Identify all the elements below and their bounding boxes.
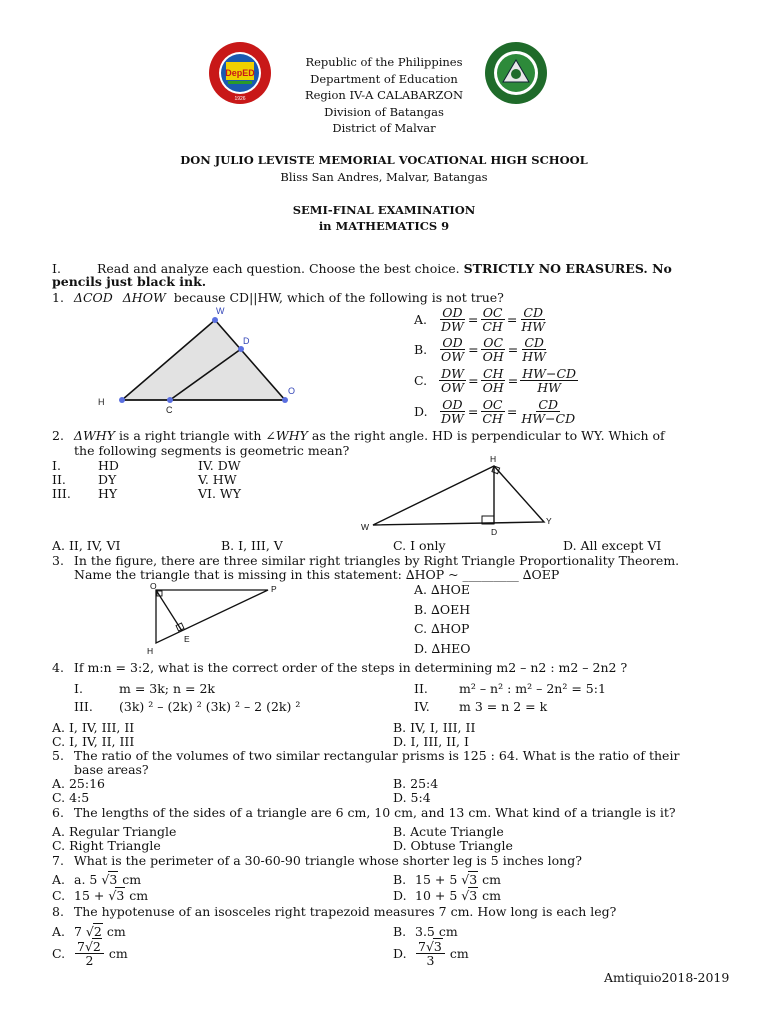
question-2-choice-b[interactable]: B. I, III, V: [221, 538, 283, 553]
instructions-number: I.: [52, 261, 61, 276]
question-2-choice-d[interactable]: D. All except VI: [563, 538, 662, 553]
question-6-choice-b[interactable]: B. Acute Triangle: [393, 824, 504, 839]
triangle-cod: ΔCOD: [73, 290, 113, 305]
equals-sign: =: [467, 312, 479, 327]
fraction: [439, 306, 466, 333]
question-2-choice-a[interactable]: A. II, IV, VI: [52, 538, 121, 553]
question-7-choice-d[interactable]: D. 10 + 5 √3 cm: [393, 888, 502, 903]
question-5-line-1: [52, 748, 679, 763]
question-5-choice-c[interactable]: C. 4:5: [52, 790, 90, 805]
question-1-option-d[interactable]: D. $\frac{OD}{DW}$ = $\frac{OC}{CH}$ = $\frac{CD}{HW-CD}$: [414, 397, 576, 426]
question-2-choice-c[interactable]: C. I only: [393, 538, 446, 553]
question-1-option-b[interactable]: B. $\frac{OD}{OW}$ = $\frac{OC}{OH}$ = $\frac{CD}{HW}$: [414, 335, 546, 364]
question-6-stem: [52, 805, 676, 820]
header-division: Division of Batangas: [324, 104, 444, 119]
numerator: OC: [483, 335, 504, 350]
label-o: O: [288, 386, 296, 396]
label-d: D: [243, 336, 250, 346]
fraction: [439, 398, 466, 425]
numerator: DW: [441, 366, 464, 381]
numerator: OC: [482, 305, 503, 320]
question-5-number: 5.: [52, 748, 64, 763]
header-region: Region IV-A CALABARZON: [304, 88, 464, 102]
numerator: OD: [442, 305, 463, 320]
svg-text:DepED: DepED: [225, 68, 255, 78]
label-c: C: [166, 405, 173, 415]
angle-why: ∠WHY: [265, 428, 308, 443]
school-name: DON JULIO LEVISTE MEMORIAL VOCATIONAL HIGH SCHOOL: [180, 153, 588, 167]
point-h: [119, 397, 125, 403]
question-3-line-2: Name the triangle that is missing in this statement: ∆HOP ~ _________ ∆OEP: [74, 567, 560, 582]
question-8-choice-b[interactable]: B. 3.5 cm: [393, 924, 458, 939]
equals-sign: =: [507, 373, 519, 388]
question-5-text: The ratio of the volumes of two similar rectangular prisms is 125 : 64. What is the ratio of their: [73, 748, 680, 763]
label-y2: Y: [546, 516, 552, 526]
label-w: W: [216, 306, 225, 316]
question-5-choice-d[interactable]: D. 5:4: [393, 790, 431, 805]
fraction: [481, 367, 506, 394]
question-4-step-3: III. (3k) ² – (2k) ² (3k) ² – 2 (2k) ²: [74, 699, 301, 714]
denominator: OH: [482, 349, 504, 364]
question-4-text: If m:n = 3:2, what is the correct order of the steps in determining m2 – n2 : m2 – 2n2 ?: [73, 660, 628, 675]
equals-sign: =: [468, 373, 479, 388]
question-4-step-2: II. m² – n² : m² – 2n² = 5:1: [414, 681, 606, 696]
equals-sign: =: [467, 404, 479, 419]
question-8-choice-d[interactable]: D. $\frac{7√3}{3}$ cm: [393, 939, 469, 968]
header-department: Department of Education: [310, 71, 458, 86]
denominator: HW: [522, 349, 546, 364]
label-d2: D: [491, 527, 498, 537]
question-1-option-c[interactable]: C. $\frac{DW}{OW}$ = $\frac{CH}{OH}$ = $\frac{HW-CD}{HW}$: [414, 366, 577, 395]
header-republic: Republic of the Philippines: [305, 55, 463, 69]
question-2-item-3: III. HY VI. WY: [52, 486, 242, 501]
question-1-number: 1.: [52, 290, 64, 305]
label-o3: O: [150, 581, 157, 591]
question-2-item-1: I. HD IV. DW: [52, 458, 241, 473]
fraction: [520, 367, 578, 394]
header-district: District of Malvar: [332, 121, 436, 135]
question-3-option-a[interactable]: A. ∆HOE: [414, 582, 470, 597]
label-h3: H: [147, 646, 154, 656]
equals-sign: =: [468, 342, 479, 357]
question-3-option-d[interactable]: D. ∆HEO: [414, 641, 471, 656]
equals-sign: =: [506, 404, 518, 419]
question-2-text-b: as the right angle. HD is perpendicular to WY. Which of: [311, 428, 665, 443]
question-2-line-1: [52, 428, 665, 443]
question-7-text: What is the perimeter of a 30-60-90 triangle whose shorter leg is 5 inches long?: [73, 853, 582, 868]
question-3-figure: [140, 580, 290, 656]
numerator: CD: [524, 335, 544, 350]
question-6-choice-d[interactable]: D. Obtuse Triangle: [393, 838, 513, 853]
equals-sign: =: [506, 312, 518, 327]
equals-sign: =: [507, 342, 519, 357]
question-7-choice-c[interactable]: C. 15 + √3 cm: [52, 888, 149, 903]
question-6-choice-c[interactable]: C. Right Triangle: [52, 838, 161, 853]
question-6-choice-a[interactable]: A. Regular Triangle: [52, 824, 177, 839]
numerator: OD: [442, 397, 463, 412]
label-e3: E: [184, 634, 190, 644]
question-7-choice-b[interactable]: B. 15 + 5 √3 cm: [393, 872, 502, 887]
instructions-plain: Read and analyze each question. Choose the best choice.: [97, 261, 460, 276]
question-3-option-c[interactable]: C. ∆HOP: [414, 621, 470, 636]
question-3-line-1: [52, 553, 679, 568]
fraction: $\frac{7√2}{2}$: [75, 940, 104, 967]
fraction: [480, 306, 504, 333]
question-5-choice-b[interactable]: B. 25:4: [393, 776, 439, 791]
question-7-choice-a[interactable]: A. a. 5 √3 cm: [52, 872, 142, 887]
label-h2: H: [490, 454, 497, 464]
question-4-choice-b[interactable]: B. IV, I, III, II: [393, 720, 476, 735]
question-3-text: In the figure, there are three similar right triangles by Right Triangle Proportionality Theorem.: [73, 553, 680, 568]
question-2-item-2: II. DY V. HW: [52, 472, 237, 487]
question-3-option-b[interactable]: B. ∆OEH: [414, 602, 471, 617]
denominator: CH: [482, 411, 503, 426]
question-2-figure: [355, 452, 560, 538]
question-4-number: 4.: [52, 660, 64, 675]
label-h: H: [98, 397, 105, 407]
question-8-choice-c[interactable]: C. $\frac{7√2}{2}$ cm: [52, 939, 128, 968]
denominator: DW: [441, 319, 464, 334]
instructions-bold-2: pencils just black ink.: [52, 274, 207, 289]
fraction: [439, 336, 466, 363]
fraction: [439, 367, 466, 394]
header-lines: [0, 54, 768, 137]
denominator: CH: [482, 319, 503, 334]
question-8-stem: [52, 904, 616, 919]
question-4-choice-c[interactable]: C. I, IV, II, III: [52, 734, 135, 749]
exam-title: SEMI-FINAL EXAMINATION: [292, 203, 476, 217]
question-3-number: 3.: [52, 553, 64, 568]
question-5-choice-a[interactable]: A. 25:16: [52, 776, 105, 791]
footer-credit: Amtiquio2018-2019: [604, 970, 730, 985]
denominator: OW: [441, 380, 465, 395]
triangle-why: ΔWHY: [73, 428, 115, 443]
exam-subject: in MATHEMATICS 9: [318, 219, 450, 233]
question-7-stem: [52, 853, 582, 868]
question-8-text: The hypotenuse of an isosceles right trapezoid measures 7 cm. How long is each leg?: [73, 904, 617, 919]
question-8-choice-a[interactable]: A. 7 √2 cm: [52, 924, 126, 939]
question-4-step-4: IV. m 3 = n 2 = k: [414, 699, 548, 714]
question-2-text-a: is a right triangle with: [118, 428, 262, 443]
question-1-figure: [92, 302, 302, 418]
fraction: [519, 306, 547, 333]
numerator: CD: [538, 397, 559, 412]
triangle-how: ΔHOW: [122, 290, 166, 305]
denominator: HW: [521, 319, 546, 334]
question-1-text: because CD||HW, which of the following is not true?: [173, 290, 504, 305]
numerator: HW−CD: [522, 366, 577, 381]
question-8-number: 8.: [52, 904, 64, 919]
school-address: Bliss San Andres, Malvar, Batangas: [280, 170, 488, 184]
label-p3: P: [271, 584, 277, 594]
denominator: OH: [482, 380, 504, 395]
deped-logo-year: 1926: [234, 96, 246, 102]
question-7-number: 7.: [52, 853, 64, 868]
point-c: [167, 397, 173, 403]
fraction: $\frac{7√3}{3}$: [416, 940, 445, 967]
fraction: [481, 336, 506, 363]
question-4-choice-a[interactable]: A. I, IV, III, II: [52, 720, 135, 735]
fraction: [519, 398, 577, 425]
question-6-text: The lengths of the sides of a triangle are 6 cm, 10 cm, and 13 cm. What kind of a triangle is it?: [73, 805, 676, 820]
question-4-step-1: I. m = 3k; n = 2k: [74, 681, 215, 696]
question-2-number: 2.: [52, 428, 64, 443]
denominator: HW−CD: [521, 411, 576, 426]
numerator: CD: [523, 305, 543, 320]
point-d: [238, 346, 244, 352]
question-6-number: 6.: [52, 805, 64, 820]
point-w: [212, 317, 218, 323]
question-5-line-2: base areas?: [74, 762, 149, 777]
denominator: HW: [537, 380, 562, 395]
numerator: CH: [482, 366, 504, 381]
numerator: OC: [482, 397, 503, 412]
numerator: OD: [442, 335, 463, 350]
instructions-bold-1: STRICTLY NO ERASURES. No: [463, 261, 672, 276]
question-4-stem: [52, 660, 627, 675]
denominator: OW: [441, 349, 465, 364]
denominator: DW: [441, 411, 464, 426]
question-4-choice-d[interactable]: D. I, III, II, I: [393, 734, 469, 749]
fraction: [480, 398, 504, 425]
fraction: [520, 336, 548, 363]
label-w2: W: [361, 522, 370, 532]
point-o: [282, 397, 288, 403]
question-1-option-a[interactable]: A. $\frac{OD}{DW}$ = $\frac{OC}{CH}$ = $\frac{CD}{HW}$: [414, 305, 546, 334]
question-2-line-2: the following segments is geometric mean?: [74, 443, 350, 458]
